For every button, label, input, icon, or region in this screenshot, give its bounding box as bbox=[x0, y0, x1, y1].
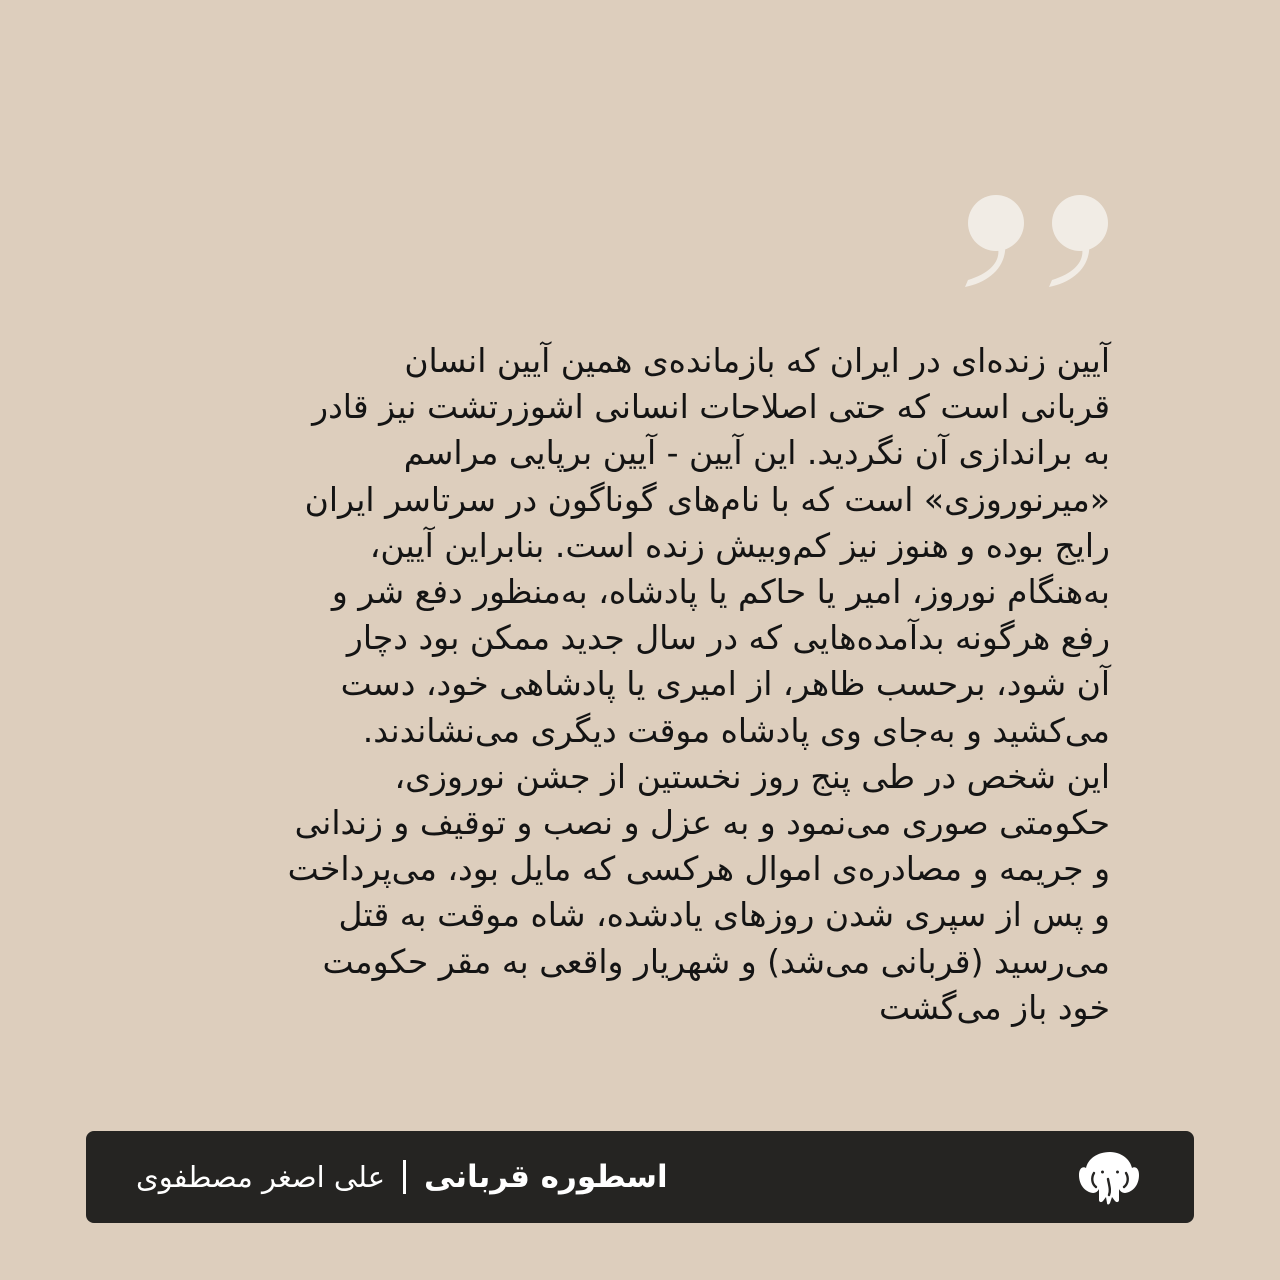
author-name: علی اصغر مصطفوی bbox=[136, 1159, 386, 1194]
quote-line: آن شود، برحسب ظاهر، از امیری یا پادشاهی خود، دست bbox=[340, 664, 1110, 704]
quote-line: آیین زنده‌ای در ایران که بازمانده‌ی همین آیین انسان bbox=[404, 341, 1110, 380]
quote-line: رفع هرگونه بدآمده‌هایی که در سال جدید ممکن بود دچار bbox=[346, 618, 1110, 658]
quote-line: به براندازی آن نگردید. این آیین - آیین برپایی مراسم bbox=[403, 433, 1110, 473]
quote-line: «میرنوروزی» است که با نام‌های گوناگون در سرتاسر ایران bbox=[304, 479, 1110, 519]
quote-line: و پس از سپری شدن روزهای یادشده، شاه موقت به قتل bbox=[338, 895, 1110, 935]
quote-line: می‌کشید و به‌جای وی پادشاه موقت دیگری می‌نشاندند. bbox=[362, 710, 1110, 750]
quote-line: می‌رسید (قربانی می‌شد) و شهریار واقعی به مقر حکومت bbox=[322, 941, 1110, 981]
quote-line: قربانی است که حتی اصلاحات انسانی اشوزرتشت نیز قادر bbox=[312, 387, 1110, 427]
closing-quote-icon bbox=[960, 186, 1115, 296]
quote-line: به‌هنگام نوروز، امیر یا حاکم یا پادشاه، به‌منظور دفع شر و bbox=[331, 572, 1110, 612]
quote-line: حکومتی صوری می‌نمود و به عزل و نصب و توقیف و زندانی bbox=[294, 803, 1110, 843]
quote-line: رایج بوده و هنوز نیز کم‌وبیش زنده است. بنابراین آیین، bbox=[369, 525, 1110, 565]
quote-line: این شخص در طی پنج روز نخستین از جشن نوروزی، bbox=[394, 756, 1110, 796]
book-title: اسطوره قربانی bbox=[424, 1158, 668, 1195]
elephant-logo-icon bbox=[1076, 1148, 1144, 1206]
book-credit bbox=[136, 1152, 696, 1202]
quote-line: و جریمه و مصادره‌ی اموال هرکسی که مایل بود، می‌پرداخت bbox=[287, 849, 1110, 889]
quote-body bbox=[150, 338, 1110, 1031]
quote-line: خود باز می‌گشت bbox=[878, 987, 1110, 1027]
title-author-separator bbox=[403, 1160, 406, 1194]
